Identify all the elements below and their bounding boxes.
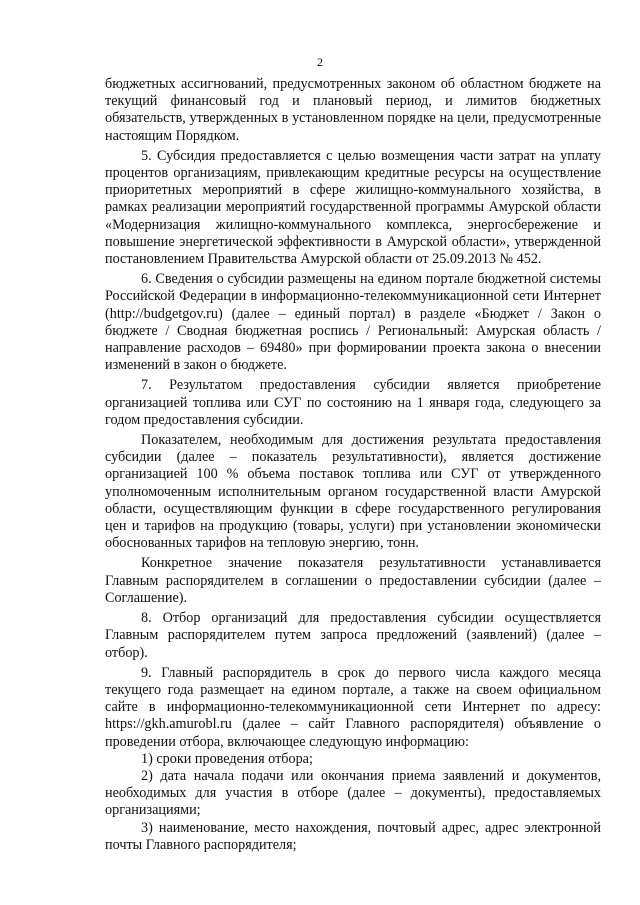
paragraph-continuation: бюджетных ассигнований, предусмотренных законом об областном бюджете на текущий финансовый год и плановый период, и лимитов бюджетных обязательств, утвержденных в установленном порядке на цели, предусмотренные настоящим Порядком. xyxy=(105,76,601,144)
paragraph-indicator: Показателем, необходимым для достижения результата предоставления субсидии (далее – показатель результативности), является достижение организацией 100 % объема поставок топлива или СУГ от утвержденного уполномоченным исполнительным органом государственной власти Амурской области, осуществляющим функции в сфере государственного регулирования цен и тарифов на продукцию (товары, услуги) при установлении экономически обоснованных тарифов на тепловую энергию, тонн. xyxy=(105,432,601,552)
paragraph-item-7: 7. Результатом предоставления субсидии является приобретение организацией топлива или СУГ по состоянию на 1 января года, следующего за годом предоставления субсидии. xyxy=(105,377,601,428)
list-item-1: 1) сроки проведения отбора; xyxy=(141,750,313,767)
list-item-3: 3) наименование, место нахождения, почтовый адрес, адрес электронной почты Главного распорядителя; xyxy=(105,819,601,853)
list-item-2: 2) дата начала подачи или окончания приема заявлений и документов, необходимых для участия в отборе (далее – документы), предоставляемых организациями; xyxy=(105,767,601,819)
paragraph-item-6: 6. Сведения о субсидии размещены на едином портале бюджетной системы Российской Федерации в информационно-телекоммуникационной сети Интернет (http://budgetgov.ru) (далее – единый портал) в разделе «Бюджет / Закон о бюджете / Сводная бюджетная роспись / Региональный: Амурская область / направление расходов – 69480» при формировании проекта закона о внесении изменений в закон о бюджете. xyxy=(105,271,601,374)
paragraph-item-5: 5. Субсидия предоставляется с целью возмещения части затрат на уплату процентов организациям, привлекающим кредитные ресурсы на осуществление приоритетных мероприятий в сфере жилищно-коммунального хозяйства, в рамках реализации мероприятий государственной программы Амурской области «Модернизация жилищно-коммунального комплекса, энергосбережение и повышение энергетической эффективности в Амурской области», утвержденной постановлением Правительства Амурской области от 25.09.2013 № 452. xyxy=(105,147,601,268)
document-body xyxy=(105,76,601,854)
paragraph-item-8: 8. Отбор организаций для предоставления субсидии осуществляется Главным распорядителем путем запроса предложений (заявлений) (далее – отбор). xyxy=(105,610,601,661)
page-number: 2 xyxy=(317,55,323,69)
paragraph-indicator-value: Конкретное значение показателя результативности устанавливается Главным распорядителем в соглашении о предоставлении субсидии (далее – Соглашение). xyxy=(105,555,601,606)
paragraph-item-9: 9. Главный распорядитель в срок до первого числа каждого месяца текущего года размещает на едином портале, а также на своем официальном сайте в информационно-телекоммуникационной сети Интернет по адресу: https://gkh.amurobl.ru (далее – сайт Главного распорядителя) объявление о проведении отбора, включающее следующую информацию: xyxy=(105,664,601,750)
